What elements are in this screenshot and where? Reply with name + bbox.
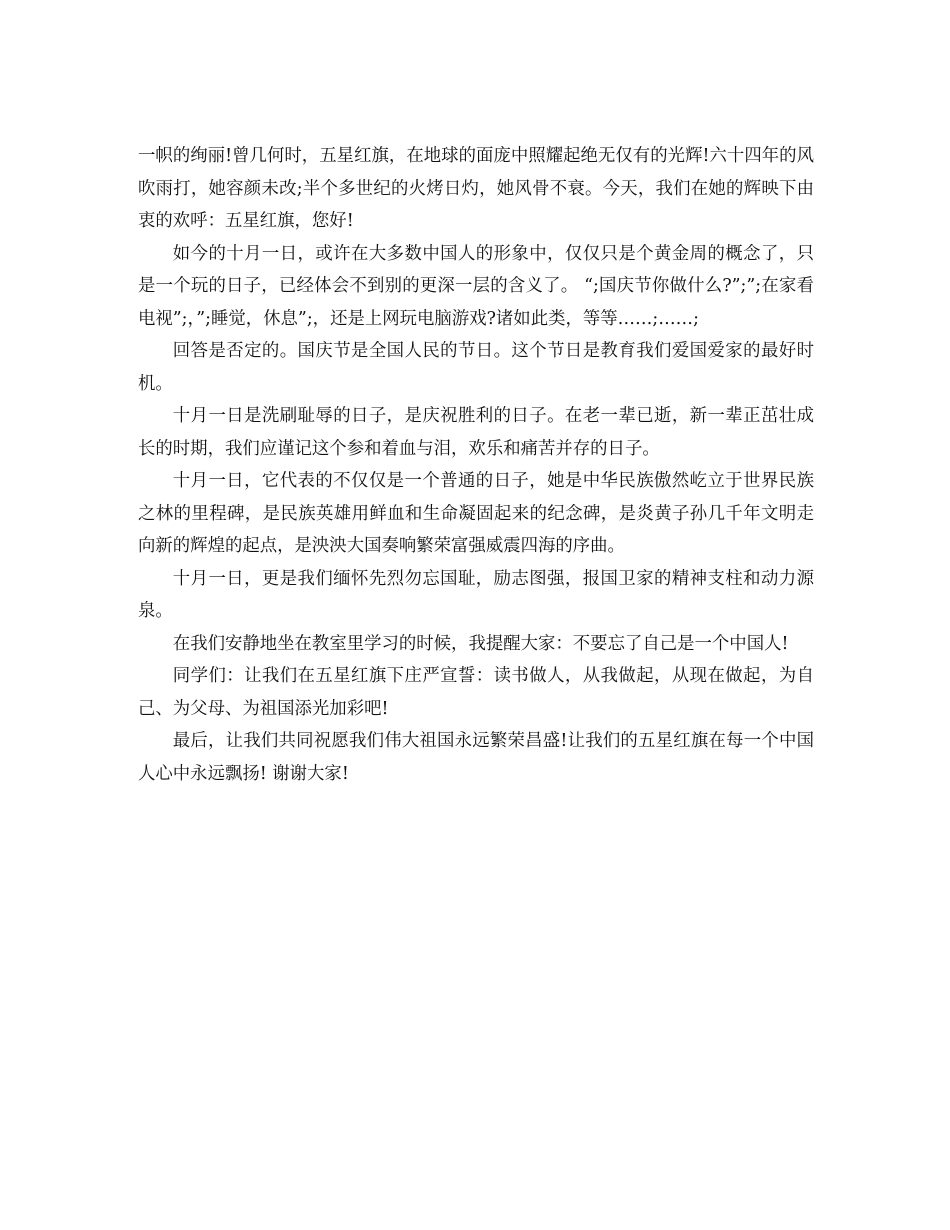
paragraph-8: 同学们：让我们在五星红旗下庄严宣誓：读书做人，从我做起，从现在做起，为自己、为父母、为祖国添光加彩吧! xyxy=(138,666,814,719)
paragraph-7: 在我们安静地坐在教室里学习的时候，我提醒大家：不要忘了自己是一个中国人! xyxy=(172,633,789,654)
paragraph-4: 十月一日是洗刷耻辱的日子，是庆祝胜利的日子。在老一辈已逝，新一辈正茁壮成长的时期，我们应谨记这个参和着血与泪，欢乐和痛苦并存的日子。 xyxy=(138,406,814,459)
paragraph-1: 一帜的绚丽!曾几何时，五星红旗，在地球的面庞中照耀起绝无仅有的光辉!六十四年的风吹雨打，她容颜未改;半个多世纪的火烤日灼，她风骨不衰。今天，我们在她的辉映下由衷的欢呼：五星红旗，您好! xyxy=(138,146,814,231)
document-page xyxy=(138,140,814,790)
paragraph-9: 最后，让我们共同祝愿我们伟大祖国永远繁荣昌盛!让我们的五星红旗在每一个中国人心中永远飘扬! 谢谢大家! xyxy=(138,731,814,784)
paragraph-5: 十月一日，它代表的不仅仅是一个普通的日子，她是中华民族傲然屹立于世界民族之林的里程碑，是民族英雄用鲜血和生命凝固起来的纪念碑，是炎黄子孙几千年文明走向新的辉煌的起点，是泱泱大国奏响繁荣富强威震四海的序曲。 xyxy=(138,471,814,556)
paragraph-3: 回答是否定的。国庆节是全国人民的节日。这个节日是教育我们爱国爱家的最好时机。 xyxy=(138,341,814,394)
paragraph-2: 如今的十月一日，或许在大多数中国人的形象中，仅仅只是个黄金周的概念了，只是一个玩的日子，已经体会不到别的更深一层的含义了。 “;国庆节你做什么?”;”;在家看电视”;，”;睡觉，休息”;，还是上网玩电脑游戏?诸如此类，等等……;……; xyxy=(138,243,814,329)
paragraph-6: 十月一日，更是我们缅怀先烈勿忘国耻，励志图强，报国卫家的精神支柱和动力源泉。 xyxy=(138,568,814,621)
